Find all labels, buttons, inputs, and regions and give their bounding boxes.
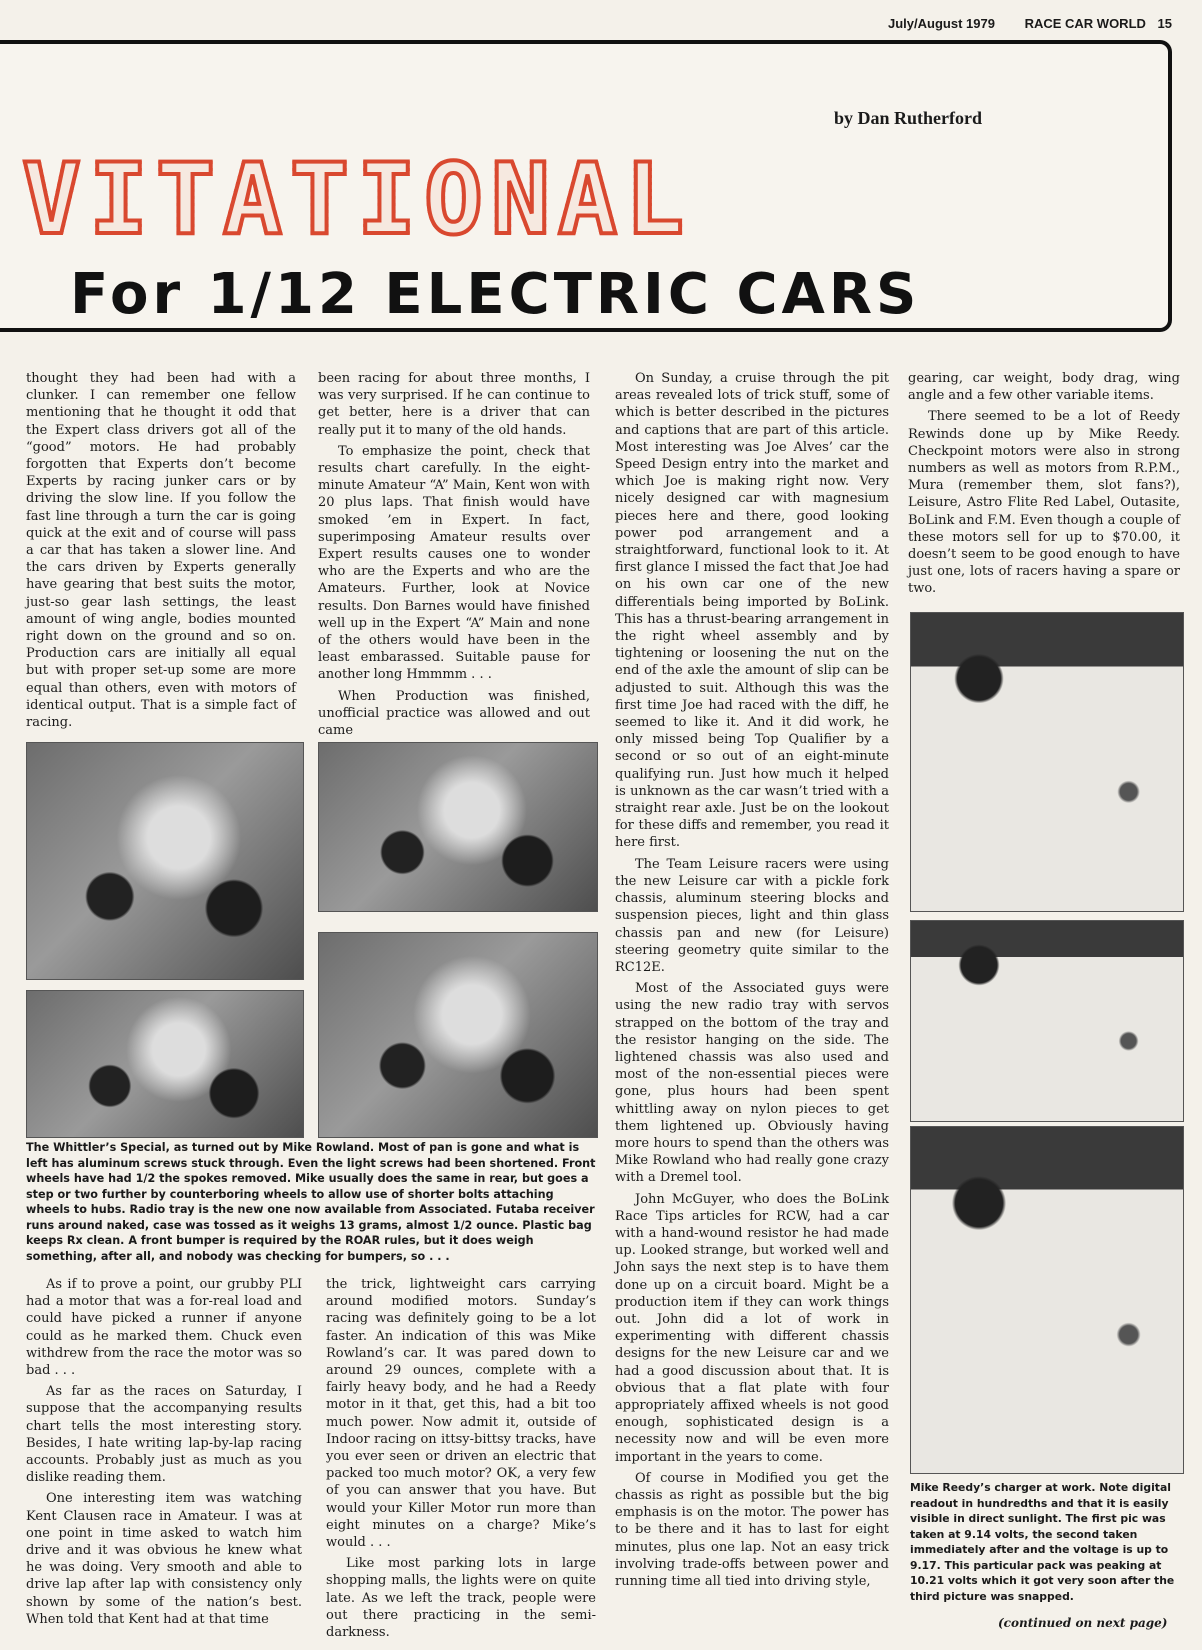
column-2 xyxy=(318,370,590,743)
byline: by Dan Rutherford xyxy=(834,108,983,128)
paragraph: gearing, car weight, body drag, wing angle and a few other variable items. xyxy=(908,371,1180,404)
column-1-lower xyxy=(26,1276,302,1632)
photo-charger-1 xyxy=(910,612,1184,912)
paragraph: Of course in Modified you get the chassis as right as possible but the big emphasis is on the motor. The power has to be there and it has to last for eight minutes, plus one lap. Not an easy trick involving trade-offs between power and running time all tied into driving style, xyxy=(615,1470,889,1590)
paragraph: John McGuyer, who does the BoLink Race Tips articles for RCW, had a car with a hand-wound resistor he had made up. Looked strange, but worked well and John says the next step is to have them done up on a circuit board. Might be a production item if they can work things out. John did a lot of work in experimenting with different chassis designs for the new Leisure car and we had a good discussion about that. It is obvious that a flat plate with four appropriately affixed wheels is not good enough, sophisticated design is a necessity now and will be even more important in the years to come. xyxy=(615,1191,889,1465)
column-3 xyxy=(615,370,889,1594)
continued-note: (continued on next page) xyxy=(998,1616,1168,1630)
paragraph: the trick, lightweight cars carrying around modified motors. Sunday’s racing was definitely going to be a lot faster. An indication of this was Mike Rowland’s car. It was pared down to around 29 ounces, complete with a fairly heavy body, and he had a Reedy motor in it that, get this, had a bit too much power. Now admit it, outside of Indoor racing on ittsy-bittsy tracks, have you ever seen or driven an electric that packed too much motor? OK, a very few of you can answer that you have. But would your Killer Motor run more than eight minutes on a charge? Mike’s would . . . xyxy=(326,1277,596,1551)
photo-charger-2 xyxy=(910,920,1184,1122)
page-header xyxy=(862,16,1172,31)
photo-caption-charger: Mike Reedy’s charger at work. Note digital readout in hundredths and that it is easily visible in direct sunlight. The first pic was taken at 9.14 volts, the second taken immediately after and the voltage is up to 9.17. This particular pack was peaking at 10.21 volts which it got very soon after the third picture was snapped. xyxy=(910,1481,1175,1603)
paragraph: As far as the races on Saturday, I suppose that the accompanying results chart tells the most interesting story. Besides, I hate writing lap-by-lap racing accounts. Probably just as much as you dislike reading them. xyxy=(26,1384,302,1486)
issue-date: July/August 1979 xyxy=(888,16,995,31)
paragraph: On Sunday, a cruise through the pit areas revealed lots of trick stuff, some of which is better described in the pictures and captions that are part of this article. Most interesting was Joe Alves’ car the Speed Design entry into the market and which Joe is making right now. Very nicely designed car with magnesium pieces here and there, good looking power pod arrangement and a straightforward, functional look to it. At first glance I missed the fact that Joe had on his own car one of the new differentials being imported by BoLink. This has a thrust-bearing arrangement in the right wheel assembly and by tightening or loosening the nut on the end of the axle the amount of slip can be adjusted to suit. Although this was the first time Joe had raced with the diff, he seemed to like it. And it did work, he only missed being Top Qualifier by a second or so out of an eight-minute qualifying run. Just how much it helped is unknown as the car wasn’t tried with a straight rear axle. Just be on the lookout for these diffs and remember, you read it here first. xyxy=(615,371,889,851)
photo-car-side xyxy=(26,990,304,1138)
paragraph: As if to prove a point, our grubby PLI had a motor that was a for-real load and could have picked a runner if anyone could as he marked them. Chuck even withdrew from the race the motor was so bad . . . xyxy=(26,1277,302,1379)
article-subtitle: For 1/12 ELECTRIC CARS xyxy=(70,262,921,327)
photo-caption-whittler: The Whittler’s Special, as turned out by Mike Rowland. Most of pan is gone and what is left has aluminum screws stuck through. Even the light screws had been shortened. Front wheels have had 1/2 the spokes removed. Mike usually does the same in rear, but goes a step or two further by counterboring wheels to allow use of shorter bolts attaching wheels to hubs. Radio tray is the new one now available from Associated. Futaba receiver runs around naked, case was tossed as it weighs 13 grams, almost 1/2 ounce. Plastic bag keeps Rx clean. A front bumper is required by the ROAR rules, but it does weigh something, after all, and nobody was checking for bumpers, so . . . xyxy=(26,1141,596,1263)
column-2-lower xyxy=(326,1276,596,1645)
paragraph: The Team Leisure racers were using the new Leisure car with a pickle fork chassis, aluminum steering blocks and suspension pieces, light and thin glass chassis pan and new (for Leisure) steering geometry quite similar to the RC12E. xyxy=(615,856,889,975)
article-title: VITATIONAL xyxy=(22,143,693,257)
paragraph: To emphasize the point, check that results chart carefully. In the eight-minute Amateur “A” Main, Kent won with 20 plus laps. That finish would have smoked ’em in Expert. In fact, superimposing Amateur results over Expert results causes one to wonder who are the Experts and who are the Amateurs. Further, look at Novice results. Don Barnes would have finished well up in the Expert “A” Main and none of the others would have been in the least embarassed. Suitable pause for another long Hmmmm . . . xyxy=(318,443,590,683)
paragraph: Like most parking lots in large shopping malls, the lights were on quite late. As we left the track, people were out there practicing in the semi-darkness. xyxy=(326,1556,596,1641)
paragraph: When Production was finished, unofficial practice was allowed and out came xyxy=(318,688,590,739)
page-number: 15 xyxy=(1157,16,1172,31)
paragraph: been racing for about three months, I was very surprised. If he can continue to get better, here is a driver that can really put it to many of the old hands. xyxy=(318,371,590,438)
column-1 xyxy=(26,370,296,735)
photo-charger-3 xyxy=(910,1126,1184,1474)
column-4 xyxy=(908,370,1180,602)
photo-chassis-rear xyxy=(318,932,598,1138)
photo-chassis-front xyxy=(318,742,598,912)
paragraph: thought they had been had with a clunker. I can remember one fellow mentioning that he thought it odd that the Expert class drivers got all of the “good” motors. He had probably forgotten that Experts don’t become Experts by racing junker cars or by driving the slow line. If you follow the fast line through a turn the car is going quick at the exit and of course will pass a car that has taken a slower line. And the cars driven by Experts generally have gearing that best suits the motor, just-so gear lash settings, the least amount of wing angle, bodies mounted right down on the ground and so on. Production cars are initially all equal but with proper set-up some are more equal than others, even with motors of identical output. That is a simple fact of racing. xyxy=(26,371,296,731)
paragraph: One interesting item was watching Kent Clausen race in Amateur. I was at one point in time asked to watch him drive and it was obvious he knew what he was doing. Very smooth and able to drive lap after lap with consistency only shown by some of the nation’s best. When told that Kent had at that time xyxy=(26,1491,302,1627)
photo-chassis-top xyxy=(26,742,304,980)
paragraph: There seemed to be a lot of Reedy Rewinds done up by Mike Reedy. Checkpoint motors were also in strong numbers as well as motors from R.P.M., Mura (remember them, slot fans?), Leisure, Astro Flite Red Label, Outasite, BoLink and F.M. Even though a couple of these motors sell for up to $70.00, it doesn’t seem to be good enough to have just one, lots of racers having a spare or two. xyxy=(908,409,1180,597)
paragraph: Most of the Associated guys were using the new radio tray with servos strapped on the bottom of the tray and the resistor hanging on the side. The lightened chassis was also used and most of the non-essential pieces were gone, plus hours had been spent whittling away on nylon pieces to get them lightened up. Obviously having more hours to spend than the others was Mike Rowland who had really gone crazy with a Dremel tool. xyxy=(615,981,889,1186)
magazine-name: RACE CAR WORLD xyxy=(1024,16,1146,31)
